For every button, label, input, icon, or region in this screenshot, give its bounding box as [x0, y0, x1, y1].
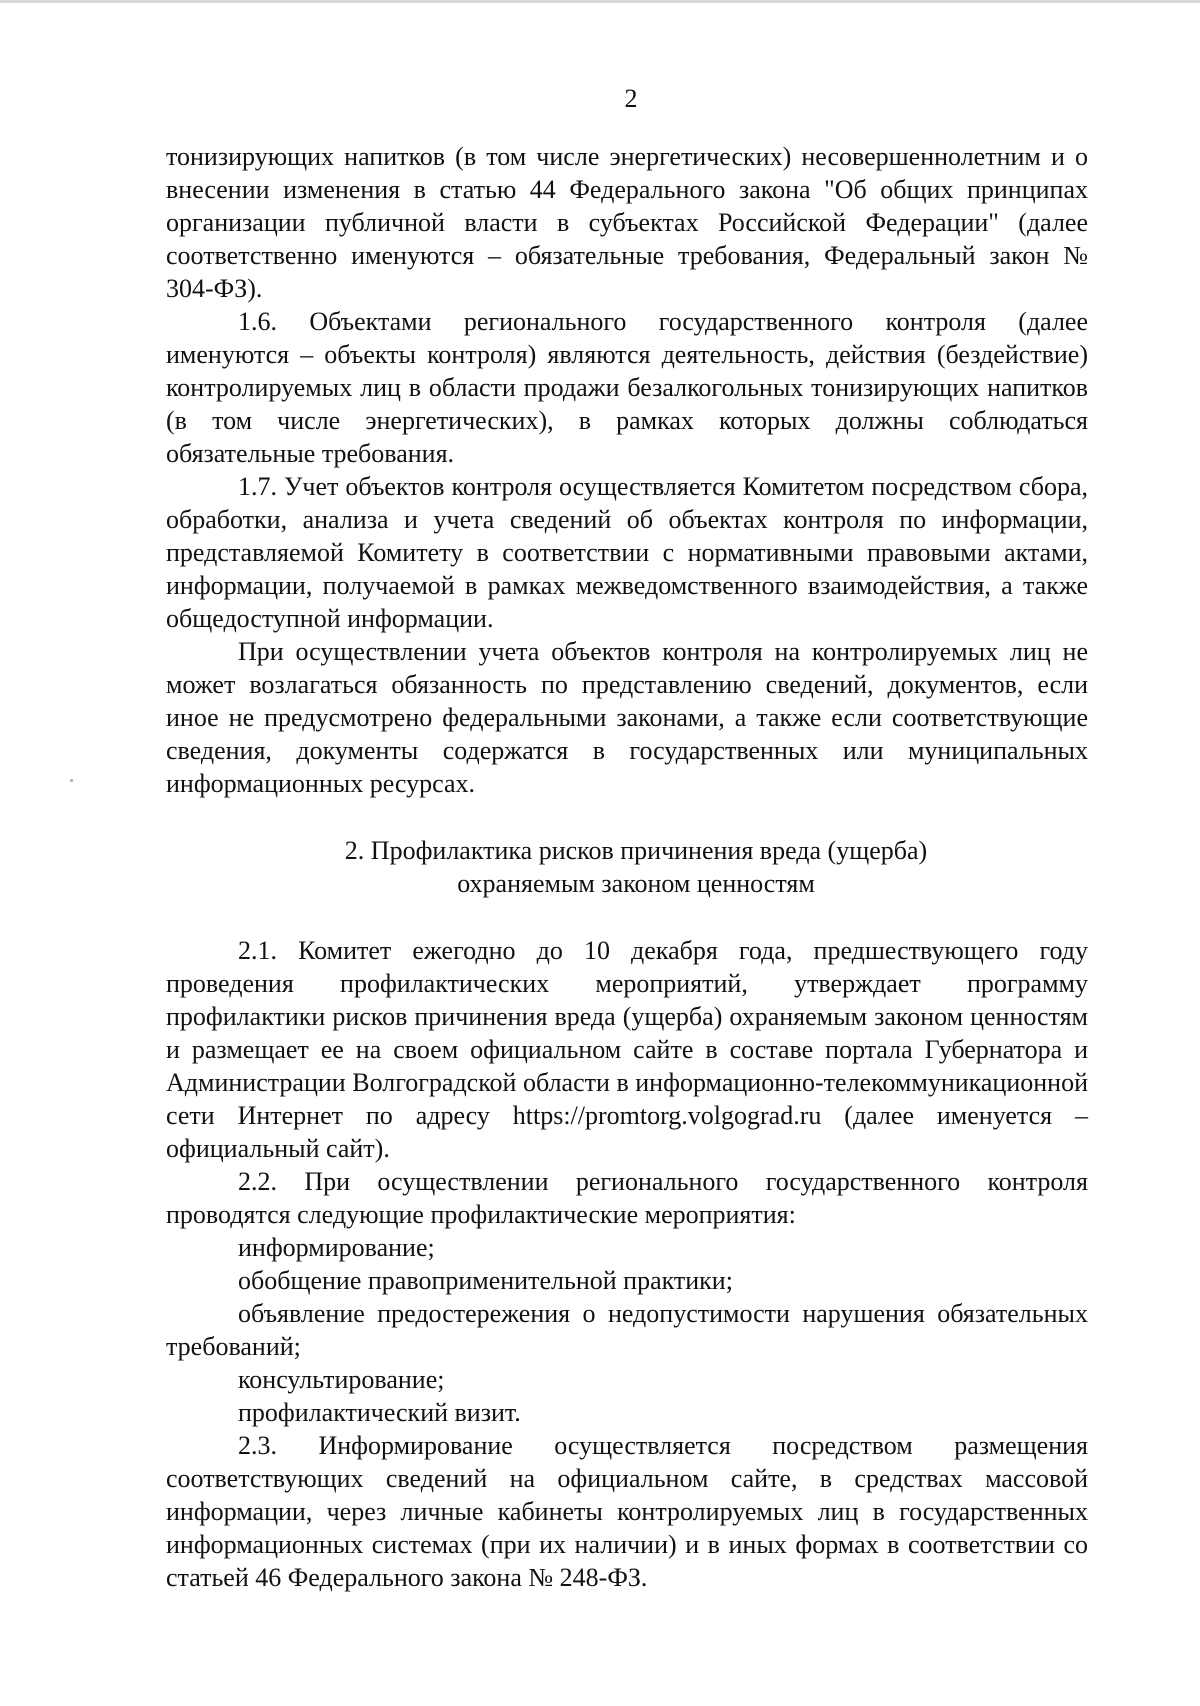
measure-item: информирование; — [238, 1233, 435, 1262]
paragraph-1-7: 1.7. Учет объектов контроля осуществляется Комитетом посредством сбора, обработки, анализа и учета сведений об объектах контроля по информации, представляемой Комитету в соответствии с нормативными правовыми актами, информации, получаемой в рамках межведомственного взаимодействия, а также общедоступной информации. — [166, 472, 1088, 633]
paragraph-2-2: 2.2. При осуществлении регионального государственного контроля проводятся следующие профилактические мероприятия: — [166, 1167, 1088, 1229]
paragraph-1-6: 1.6. Объектами регионального государственного контроля (далее именуются – объекты контроля) являются деятельность, действия (бездействие) контролируемых лиц в области продажи безалкогольных тонизирующих напитков (в том числе энергетических), в рамках которых должны соблюдаться обязательные требования. — [166, 307, 1088, 468]
paragraph-continuation: тонизирующих напитков (в том числе энергетических) несовершеннолетним и о внесении изменения в статью 44 Федерального закона "Об общих принципах организации публичной власти в субъектах Российской Федерации" (далее соответственно именуются – обязательные требования, Федеральный закон № 304-ФЗ). — [166, 142, 1088, 303]
page-number: 2 — [624, 84, 638, 113]
paragraph-2-1: 2.1. Комитет ежегодно до 10 декабря года, предшествующего году проведения профилактических мероприятий, утверждает программу профилактики рисков причинения вреда (ущерба) охраняемым законом ценностям и размещает ее на своем официальном сайте в составе портала Губернатора и Администрации Волгоградской области в информационно-телекоммуникационной сети Интернет по адресу https://promtorg.volgograd.ru (далее именуется – официальный сайт). — [166, 936, 1088, 1163]
paragraph-2-3: 2.3. Информирование осуществляется посредством размещения соответствующих сведений на официальном сайте, в средствах массовой информации, через личные кабинеты контролируемых лиц в государственных информационных системах (при их наличии) и в иных формах в соответствии со статьей 46 Федерального закона № 248-ФЗ. — [166, 1431, 1088, 1592]
section-heading-line-2: охраняемым законом ценностям — [457, 869, 815, 898]
measure-item: профилактический визит. — [238, 1398, 521, 1427]
section-heading-line-1: 2. Профилактика рисков причинения вреда (ущерба) — [344, 836, 928, 865]
measure-item: объявление предостережения о недопустимости нарушения обязательных требований; — [166, 1299, 1088, 1361]
scan-speck — [70, 779, 73, 782]
document-body — [166, 140, 1088, 1594]
paragraph-accounting: При осуществлении учета объектов контроля на контролируемых лиц не может возлагаться обязанность по представлению сведений, документов, если иное не предусмотрено федеральными законами, а также если соответствующие сведения, документы содержатся в государственных или муниципальных информационных ресурсах. — [166, 637, 1088, 798]
measure-item: консультирование; — [238, 1365, 445, 1394]
page-top-edge — [0, 0, 1200, 3]
measure-item: обобщение правоприменительной практики; — [238, 1266, 733, 1295]
